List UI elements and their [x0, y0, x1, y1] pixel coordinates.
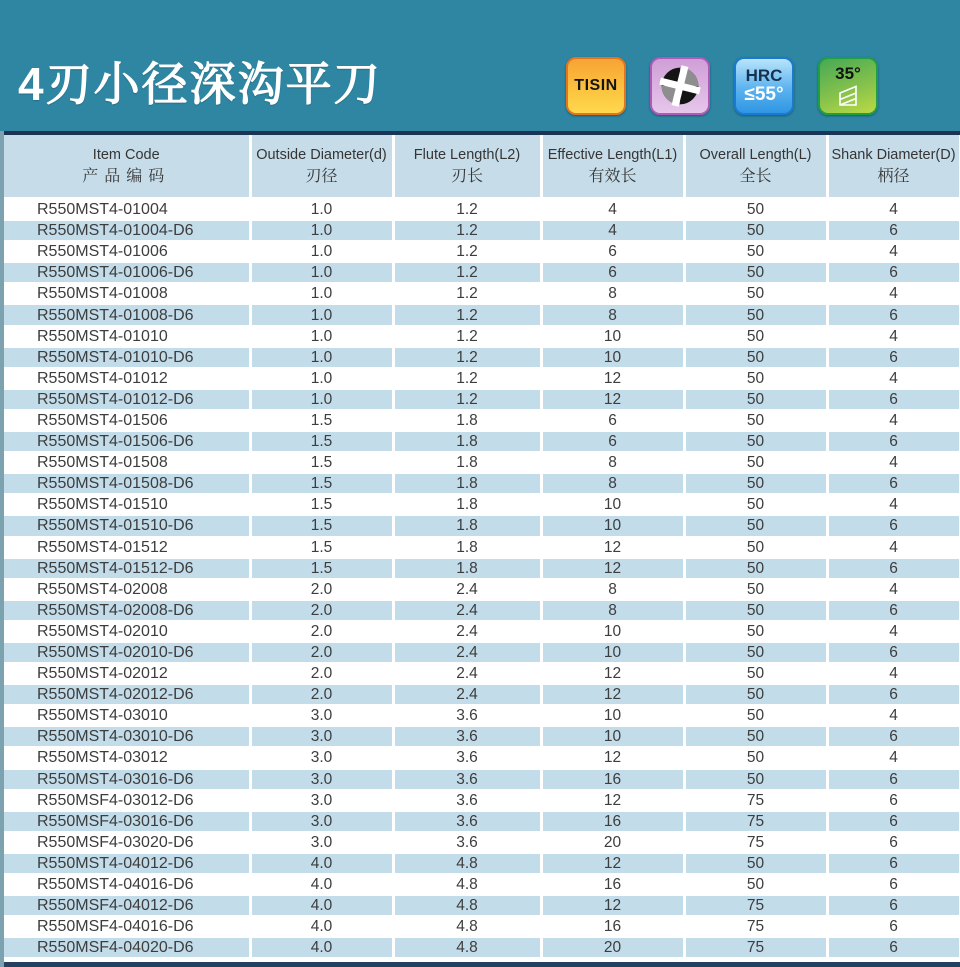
table-row — [4, 241, 960, 262]
spec-value-cell: 75 — [684, 790, 827, 811]
column-header-en: Flute Length(L2) — [413, 146, 521, 163]
spec-value-cell: 50 — [684, 726, 827, 747]
item-code-cell: R550MST4-02010-D6 — [4, 642, 250, 663]
spec-value-cell: 4 — [827, 368, 960, 389]
spec-value-cell: 50 — [684, 347, 827, 368]
spec-value-cell: 4.8 — [393, 916, 541, 937]
item-code-cell: R550MSF4-04016-D6 — [4, 916, 250, 937]
spec-value-cell: 8 — [541, 473, 684, 494]
column-header-en: Overall Length(L) — [699, 146, 812, 163]
item-code-cell: R550MST4-02010 — [4, 621, 250, 642]
spec-value-cell: 10 — [541, 326, 684, 347]
spec-value-cell: 3.0 — [250, 726, 393, 747]
column-header-zh: 柄径 — [877, 167, 910, 185]
table-row — [4, 621, 960, 642]
table-row — [4, 705, 960, 726]
spec-value-cell: 50 — [684, 747, 827, 768]
coating-label: TISIN — [574, 77, 618, 94]
spec-value-cell: 1.2 — [393, 199, 541, 221]
spec-value-cell: 1.8 — [393, 515, 541, 536]
spec-value-cell: 3.0 — [250, 790, 393, 811]
spec-value-cell: 75 — [684, 895, 827, 916]
spec-value-cell: 1.2 — [393, 241, 541, 262]
spec-value-cell: 50 — [684, 262, 827, 283]
spec-value-cell: 6 — [541, 431, 684, 452]
item-code-cell: R550MST4-01510 — [4, 494, 250, 515]
spec-value-cell: 6 — [827, 684, 960, 705]
spec-value-cell: 50 — [684, 853, 827, 874]
spec-value-cell: 50 — [684, 874, 827, 895]
table-row — [4, 199, 960, 221]
spec-value-cell: 6 — [827, 790, 960, 811]
table-row — [4, 684, 960, 705]
item-code-cell: R550MST4-03010 — [4, 705, 250, 726]
spec-value-cell: 2.4 — [393, 621, 541, 642]
table-row — [4, 937, 960, 958]
spec-value-cell: 2.0 — [250, 621, 393, 642]
spec-value-cell: 6 — [827, 853, 960, 874]
item-code-cell: R550MSF4-04020-D6 — [4, 937, 250, 958]
spec-value-cell: 1.0 — [250, 304, 393, 325]
spec-value-cell: 8 — [541, 283, 684, 304]
spec-value-cell: 12 — [541, 790, 684, 811]
spec-value-cell: 10 — [541, 726, 684, 747]
spec-value-cell: 1.8 — [393, 431, 541, 452]
column-header-en: Shank Diameter(D) — [831, 146, 956, 163]
spec-value-cell: 50 — [684, 621, 827, 642]
spec-value-cell: 50 — [684, 199, 827, 221]
item-code-cell: R550MST4-01004 — [4, 199, 250, 221]
spec-value-cell: 6 — [827, 515, 960, 536]
spec-value-cell: 1.0 — [250, 283, 393, 304]
spec-value-cell: 75 — [684, 916, 827, 937]
spec-value-cell: 1.2 — [393, 262, 541, 283]
table-row — [4, 726, 960, 747]
spec-value-cell: 12 — [541, 684, 684, 705]
spec-value-cell: 4.0 — [250, 916, 393, 937]
spec-value-cell: 50 — [684, 220, 827, 241]
spec-value-cell: 8 — [541, 452, 684, 473]
table-row — [4, 642, 960, 663]
spec-value-cell: 1.5 — [250, 494, 393, 515]
spec-value-cell: 4.0 — [250, 937, 393, 958]
spec-value-cell: 1.2 — [393, 220, 541, 241]
item-code-cell: R550MST4-02012-D6 — [4, 684, 250, 705]
item-code-cell: R550MSF4-03012-D6 — [4, 790, 250, 811]
spec-value-cell: 6 — [827, 726, 960, 747]
spec-value-cell: 1.5 — [250, 410, 393, 431]
table-row — [4, 410, 960, 431]
item-code-cell: R550MST4-02008-D6 — [4, 600, 250, 621]
spec-value-cell: 4.0 — [250, 895, 393, 916]
spec-value-cell: 75 — [684, 832, 827, 853]
hardness-badge — [734, 57, 794, 115]
spec-value-cell: 6 — [827, 642, 960, 663]
spec-value-cell: 6 — [827, 262, 960, 283]
spec-value-cell: 4 — [827, 283, 960, 304]
spec-value-cell: 2.4 — [393, 642, 541, 663]
table-row — [4, 537, 960, 558]
spec-value-cell: 4 — [541, 220, 684, 241]
table-row — [4, 262, 960, 283]
spec-value-cell: 12 — [541, 853, 684, 874]
spec-value-cell: 6 — [827, 600, 960, 621]
table-row — [4, 579, 960, 600]
hardness-label: HRC — [745, 66, 783, 85]
table-row — [4, 452, 960, 473]
spec-value-cell: 8 — [541, 600, 684, 621]
item-code-cell: R550MSF4-03016-D6 — [4, 811, 250, 832]
item-code-cell: R550MST4-01010-D6 — [4, 347, 250, 368]
item-code-cell: R550MST4-01006-D6 — [4, 262, 250, 283]
table-row — [4, 494, 960, 515]
column-header-zh: 全长 — [739, 167, 772, 185]
spec-value-cell: 4 — [827, 663, 960, 684]
spec-value-cell: 50 — [684, 515, 827, 536]
item-code-cell: R550MST4-03010-D6 — [4, 726, 250, 747]
table-row — [4, 874, 960, 895]
spec-value-cell: 12 — [541, 747, 684, 768]
column-header-effective-length — [541, 135, 684, 199]
column-header-en: Outside Diameter(d) — [256, 146, 387, 163]
spec-value-cell: 1.2 — [393, 368, 541, 389]
spec-value-cell: 6 — [827, 473, 960, 494]
item-code-cell: R550MST4-01008 — [4, 283, 250, 304]
spec-value-cell: 75 — [684, 811, 827, 832]
item-code-cell: R550MST4-01012-D6 — [4, 389, 250, 410]
spec-value-cell: 4 — [827, 410, 960, 431]
spec-value-cell: 50 — [684, 368, 827, 389]
spec-value-cell: 1.2 — [393, 304, 541, 325]
column-header-overall-length — [684, 135, 827, 199]
table-row — [4, 473, 960, 494]
spec-value-cell: 50 — [684, 452, 827, 473]
spec-value-cell: 6 — [827, 937, 960, 958]
product-spec-table — [4, 135, 960, 959]
spec-value-cell: 6 — [827, 874, 960, 895]
column-header-shank-diameter — [827, 135, 960, 199]
table-row — [4, 326, 960, 347]
spec-value-cell: 1.5 — [250, 537, 393, 558]
spec-value-cell: 6 — [827, 558, 960, 579]
table-row — [4, 600, 960, 621]
spec-value-cell: 10 — [541, 621, 684, 642]
item-code-cell: R550MST4-01010 — [4, 326, 250, 347]
spec-value-cell: 4 — [827, 537, 960, 558]
spec-value-cell: 1.8 — [393, 537, 541, 558]
item-code-cell: R550MST4-01512-D6 — [4, 558, 250, 579]
spec-value-cell: 1.0 — [250, 241, 393, 262]
item-code-cell: R550MST4-04016-D6 — [4, 874, 250, 895]
spec-value-cell: 1.0 — [250, 326, 393, 347]
spec-value-cell: 6 — [541, 262, 684, 283]
spec-badges — [566, 57, 878, 115]
table-row — [4, 747, 960, 768]
spec-value-cell: 4.8 — [393, 895, 541, 916]
spec-value-cell: 16 — [541, 811, 684, 832]
spec-value-cell: 50 — [684, 579, 827, 600]
spec-value-cell: 2.0 — [250, 642, 393, 663]
spec-value-cell: 50 — [684, 600, 827, 621]
spec-value-cell: 3.0 — [250, 769, 393, 790]
item-code-cell: R550MST4-01512 — [4, 537, 250, 558]
spec-value-cell: 20 — [541, 937, 684, 958]
spec-value-cell: 50 — [684, 473, 827, 494]
spec-value-cell: 50 — [684, 241, 827, 262]
spec-value-cell: 1.8 — [393, 473, 541, 494]
spec-value-cell: 3.0 — [250, 832, 393, 853]
spec-value-cell: 12 — [541, 558, 684, 579]
table-row — [4, 663, 960, 684]
table-row — [4, 558, 960, 579]
spec-value-cell: 10 — [541, 705, 684, 726]
spec-value-cell: 3.0 — [250, 705, 393, 726]
spec-value-cell: 20 — [541, 832, 684, 853]
spec-value-cell: 1.0 — [250, 262, 393, 283]
spec-value-cell: 2.4 — [393, 684, 541, 705]
table-row — [4, 220, 960, 241]
spec-value-cell: 4 — [827, 747, 960, 768]
spec-value-cell: 6 — [827, 389, 960, 410]
table-header-row — [4, 135, 960, 199]
column-header-item-code — [4, 135, 250, 199]
spec-value-cell: 3.6 — [393, 790, 541, 811]
spec-value-cell: 4 — [827, 199, 960, 221]
spec-value-cell: 1.0 — [250, 220, 393, 241]
table-row — [4, 347, 960, 368]
column-header-flute-length — [393, 135, 541, 199]
spec-value-cell: 8 — [541, 304, 684, 325]
spec-value-cell: 3.6 — [393, 747, 541, 768]
item-code-cell: R550MST4-01508-D6 — [4, 473, 250, 494]
spec-value-cell: 6 — [827, 347, 960, 368]
spec-value-cell: 50 — [684, 558, 827, 579]
helix-angle-icon — [835, 83, 861, 107]
item-code-cell: R550MST4-01004-D6 — [4, 220, 250, 241]
item-code-cell: R550MST4-03016-D6 — [4, 769, 250, 790]
spec-value-cell: 4 — [827, 579, 960, 600]
spec-value-cell: 6 — [827, 304, 960, 325]
spec-value-cell: 6 — [827, 769, 960, 790]
spec-value-cell: 2.4 — [393, 663, 541, 684]
column-header-zh: 刃长 — [450, 167, 483, 185]
spec-value-cell: 2.0 — [250, 600, 393, 621]
banner — [0, 0, 960, 131]
spec-value-cell: 50 — [684, 663, 827, 684]
spec-value-cell: 50 — [684, 684, 827, 705]
column-header-zh: 产品编码 — [82, 167, 171, 185]
spec-value-cell: 16 — [541, 874, 684, 895]
bottom-border — [0, 962, 960, 967]
spec-value-cell: 3.0 — [250, 811, 393, 832]
spec-value-cell: 6 — [827, 220, 960, 241]
spec-value-cell: 4 — [827, 241, 960, 262]
flute-count-badge — [650, 57, 710, 115]
table-row — [4, 832, 960, 853]
helix-angle-label: 35° — [835, 64, 861, 83]
item-code-cell: R550MST4-01506 — [4, 410, 250, 431]
coating-badge — [566, 57, 626, 115]
spec-value-cell: 1.5 — [250, 431, 393, 452]
spec-value-cell: 4 — [827, 494, 960, 515]
hardness-value: ≤55° — [744, 84, 784, 105]
column-header-en: Item Code — [92, 146, 160, 163]
spec-value-cell: 1.8 — [393, 410, 541, 431]
spec-value-cell: 50 — [684, 537, 827, 558]
spec-value-cell: 1.8 — [393, 452, 541, 473]
column-header-outside-diameter — [250, 135, 393, 199]
column-header-zh: 有效长 — [588, 167, 637, 185]
table-row — [4, 853, 960, 874]
spec-value-cell: 16 — [541, 769, 684, 790]
item-code-cell: R550MST4-04012-D6 — [4, 853, 250, 874]
spec-value-cell: 75 — [684, 937, 827, 958]
spec-value-cell: 50 — [684, 494, 827, 515]
spec-value-cell: 6 — [827, 811, 960, 832]
spec-value-cell: 12 — [541, 368, 684, 389]
spec-value-cell: 2.4 — [393, 600, 541, 621]
spec-value-cell: 50 — [684, 283, 827, 304]
spec-value-cell: 1.0 — [250, 368, 393, 389]
spec-value-cell: 4 — [827, 621, 960, 642]
spec-value-cell: 10 — [541, 642, 684, 663]
table-row — [4, 916, 960, 937]
spec-value-cell: 6 — [541, 241, 684, 262]
spec-value-cell: 1.2 — [393, 389, 541, 410]
item-code-cell: R550MST4-01008-D6 — [4, 304, 250, 325]
spec-value-cell: 6 — [827, 916, 960, 937]
spec-value-cell: 50 — [684, 705, 827, 726]
item-code-cell: R550MST4-03012 — [4, 747, 250, 768]
spec-value-cell: 10 — [541, 494, 684, 515]
spec-value-cell: 1.2 — [393, 347, 541, 368]
item-code-cell: R550MST4-02012 — [4, 663, 250, 684]
table-row — [4, 389, 960, 410]
spec-value-cell: 2.0 — [250, 663, 393, 684]
table-row — [4, 431, 960, 452]
spec-value-cell: 6 — [827, 895, 960, 916]
item-code-cell: R550MST4-01006 — [4, 241, 250, 262]
spec-value-cell: 4 — [827, 705, 960, 726]
spec-value-cell: 50 — [684, 304, 827, 325]
spec-value-cell: 4.8 — [393, 853, 541, 874]
spec-value-cell: 3.6 — [393, 705, 541, 726]
spec-value-cell: 2.0 — [250, 579, 393, 600]
item-code-cell: R550MST4-02008 — [4, 579, 250, 600]
spec-value-cell: 50 — [684, 431, 827, 452]
table-row — [4, 790, 960, 811]
spec-value-cell: 4.0 — [250, 853, 393, 874]
spec-value-cell: 1.5 — [250, 473, 393, 494]
table-row — [4, 304, 960, 325]
spec-value-cell: 10 — [541, 515, 684, 536]
spec-value-cell: 50 — [684, 326, 827, 347]
item-code-cell: R550MST4-01510-D6 — [4, 515, 250, 536]
spec-value-cell: 1.2 — [393, 326, 541, 347]
spec-value-cell: 1.2 — [393, 283, 541, 304]
table-row — [4, 368, 960, 389]
spec-value-cell: 12 — [541, 663, 684, 684]
spec-value-cell: 3.6 — [393, 769, 541, 790]
item-code-cell: R550MST4-01506-D6 — [4, 431, 250, 452]
spec-value-cell: 10 — [541, 347, 684, 368]
spec-value-cell: 4.8 — [393, 874, 541, 895]
spec-value-cell: 6 — [827, 832, 960, 853]
spec-value-cell: 4.0 — [250, 874, 393, 895]
spec-value-cell: 3.6 — [393, 726, 541, 747]
spec-value-cell: 4 — [541, 199, 684, 221]
spec-value-cell: 3.0 — [250, 747, 393, 768]
table-row — [4, 283, 960, 304]
item-code-cell: R550MST4-01012 — [4, 368, 250, 389]
spec-value-cell: 1.0 — [250, 347, 393, 368]
spec-value-cell: 4 — [827, 326, 960, 347]
table-row — [4, 769, 960, 790]
spec-value-cell: 1.0 — [250, 199, 393, 221]
spec-value-cell: 1.5 — [250, 452, 393, 473]
spec-value-cell: 12 — [541, 389, 684, 410]
spec-value-cell: 4.8 — [393, 937, 541, 958]
spec-value-cell: 12 — [541, 537, 684, 558]
table-row — [4, 811, 960, 832]
spec-value-cell: 6 — [541, 410, 684, 431]
item-code-cell: R550MST4-01508 — [4, 452, 250, 473]
spec-value-cell: 50 — [684, 642, 827, 663]
spec-value-cell: 1.5 — [250, 558, 393, 579]
spec-value-cell: 2.4 — [393, 579, 541, 600]
spec-value-cell: 50 — [684, 410, 827, 431]
spec-value-cell: 1.8 — [393, 494, 541, 515]
spec-value-cell: 50 — [684, 769, 827, 790]
spec-value-cell: 3.6 — [393, 811, 541, 832]
spec-value-cell: 8 — [541, 579, 684, 600]
item-code-cell: R550MSF4-03020-D6 — [4, 832, 250, 853]
spec-value-cell: 12 — [541, 895, 684, 916]
spec-value-cell: 1.8 — [393, 558, 541, 579]
table-row — [4, 515, 960, 536]
spec-value-cell: 6 — [827, 431, 960, 452]
spec-value-cell: 4 — [827, 452, 960, 473]
item-code-cell: R550MSF4-04012-D6 — [4, 895, 250, 916]
spec-value-cell: 50 — [684, 389, 827, 410]
spec-value-cell: 2.0 — [250, 684, 393, 705]
page-title: 4刃小径深沟平刀 — [18, 58, 382, 110]
helix-angle-badge — [818, 57, 878, 115]
spec-value-cell: 16 — [541, 916, 684, 937]
spec-value-cell: 1.5 — [250, 515, 393, 536]
four-flute-cross-section-icon — [659, 65, 701, 107]
spec-value-cell: 1.0 — [250, 389, 393, 410]
table-row — [4, 895, 960, 916]
spec-value-cell: 3.6 — [393, 832, 541, 853]
column-header-zh: 刃径 — [305, 167, 338, 185]
page-edge-strip — [0, 131, 4, 967]
column-header-en: Effective Length(L1) — [547, 146, 678, 163]
